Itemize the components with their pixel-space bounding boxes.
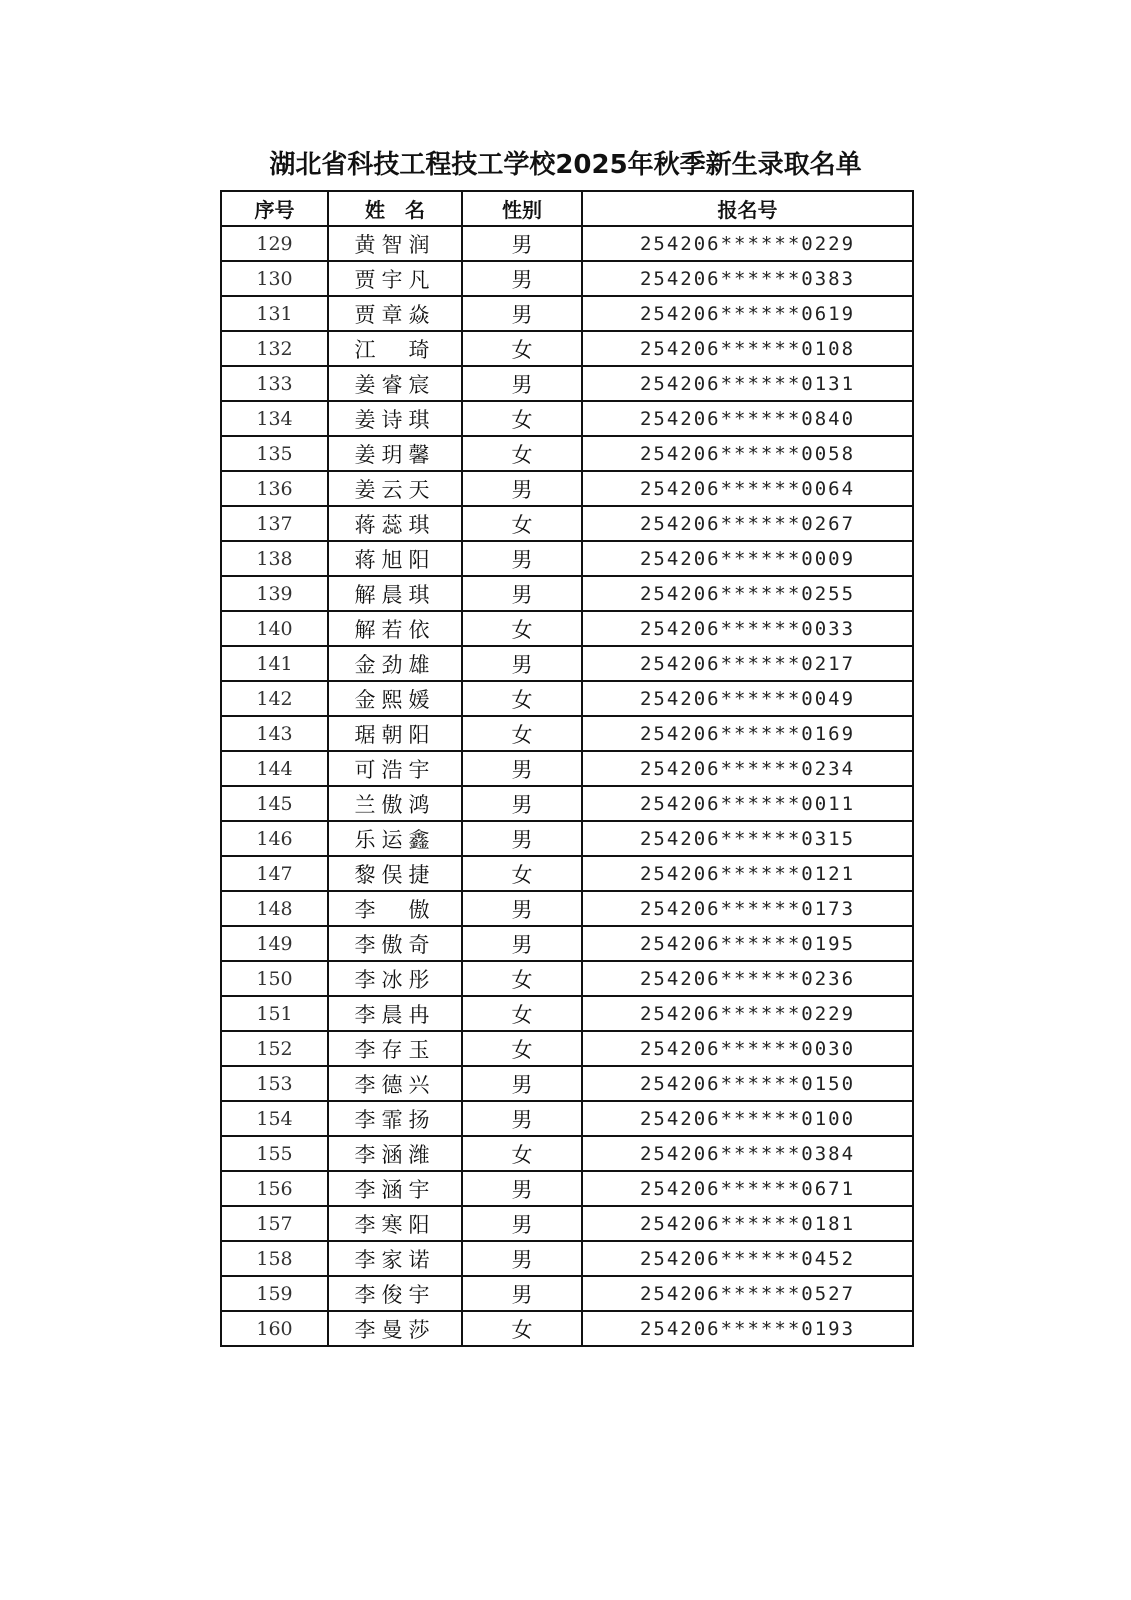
cell-name: 李寒阳	[328, 1206, 462, 1241]
table-row	[221, 821, 913, 856]
cell-seq: 132	[221, 331, 328, 366]
cell-name: 姜云天	[328, 471, 462, 506]
cell-name: 贾宇凡	[328, 261, 462, 296]
table-row	[221, 296, 913, 331]
cell-seq: 139	[221, 576, 328, 611]
cell-name: 兰傲鸿	[328, 786, 462, 821]
cell-gender: 男	[462, 821, 582, 856]
cell-reg-no: 254206******0671	[582, 1171, 913, 1206]
cell-name: 解晨琪	[328, 576, 462, 611]
table-row	[221, 541, 913, 576]
cell-reg-no: 254206******0383	[582, 261, 913, 296]
header-gender: 性别	[462, 191, 582, 226]
cell-name: 黎俣捷	[328, 856, 462, 891]
table-row	[221, 1311, 913, 1346]
cell-reg-no: 254206******0173	[582, 891, 913, 926]
cell-name: 可浩宇	[328, 751, 462, 786]
cell-gender: 女	[462, 1031, 582, 1066]
cell-gender: 男	[462, 296, 582, 331]
cell-gender: 女	[462, 611, 582, 646]
cell-name: 李傲奇	[328, 926, 462, 961]
table-row	[221, 1241, 913, 1276]
cell-gender: 女	[462, 681, 582, 716]
cell-seq: 136	[221, 471, 328, 506]
cell-gender: 男	[462, 1241, 582, 1276]
header-reg-no: 报名号	[582, 191, 913, 226]
cell-seq: 143	[221, 716, 328, 751]
cell-gender: 女	[462, 1136, 582, 1171]
cell-reg-no: 254206******0181	[582, 1206, 913, 1241]
cell-reg-no: 254206******0009	[582, 541, 913, 576]
table-row	[221, 436, 913, 471]
table-row	[221, 506, 913, 541]
cell-seq: 131	[221, 296, 328, 331]
cell-reg-no: 254206******0033	[582, 611, 913, 646]
cell-name: 金熙媛	[328, 681, 462, 716]
cell-reg-no: 254206******0255	[582, 576, 913, 611]
table-row	[221, 926, 913, 961]
cell-gender: 男	[462, 926, 582, 961]
cell-name: 江 琦	[328, 331, 462, 366]
cell-name: 蒋旭阳	[328, 541, 462, 576]
cell-seq: 156	[221, 1171, 328, 1206]
cell-reg-no: 254206******0217	[582, 646, 913, 681]
cell-name: 李涵宇	[328, 1171, 462, 1206]
cell-reg-no: 254206******0229	[582, 996, 913, 1031]
cell-reg-no: 254206******0229	[582, 226, 913, 261]
cell-name: 姜玥馨	[328, 436, 462, 471]
cell-reg-no: 254206******0108	[582, 331, 913, 366]
cell-gender: 男	[462, 261, 582, 296]
table-row	[221, 471, 913, 506]
cell-gender: 女	[462, 506, 582, 541]
table-row	[221, 1276, 913, 1311]
cell-reg-no: 254206******0315	[582, 821, 913, 856]
table-row	[221, 1171, 913, 1206]
cell-reg-no: 254206******0527	[582, 1276, 913, 1311]
cell-name: 李存玉	[328, 1031, 462, 1066]
cell-seq: 149	[221, 926, 328, 961]
table-row	[221, 611, 913, 646]
table-header-row	[221, 191, 913, 226]
table-row	[221, 576, 913, 611]
cell-name: 李涵潍	[328, 1136, 462, 1171]
cell-gender: 男	[462, 1171, 582, 1206]
cell-seq: 160	[221, 1311, 328, 1346]
cell-gender: 女	[462, 331, 582, 366]
cell-reg-no: 254206******0131	[582, 366, 913, 401]
cell-name: 姜睿宸	[328, 366, 462, 401]
cell-reg-no: 254206******0619	[582, 296, 913, 331]
cell-reg-no: 254206******0058	[582, 436, 913, 471]
cell-gender: 女	[462, 856, 582, 891]
cell-gender: 女	[462, 716, 582, 751]
cell-gender: 女	[462, 996, 582, 1031]
cell-seq: 153	[221, 1066, 328, 1101]
cell-gender: 男	[462, 891, 582, 926]
table-body	[221, 226, 913, 1346]
cell-gender: 女	[462, 436, 582, 471]
cell-gender: 男	[462, 366, 582, 401]
table-row	[221, 961, 913, 996]
cell-name: 琚朝阳	[328, 716, 462, 751]
cell-reg-no: 254206******0452	[582, 1241, 913, 1276]
cell-reg-no: 254206******0064	[582, 471, 913, 506]
cell-seq: 135	[221, 436, 328, 471]
cell-reg-no: 254206******0195	[582, 926, 913, 961]
cell-gender: 女	[462, 401, 582, 436]
cell-gender: 男	[462, 1206, 582, 1241]
cell-name: 蒋蕊琪	[328, 506, 462, 541]
header-seq: 序号	[221, 191, 328, 226]
table-row	[221, 1066, 913, 1101]
cell-gender: 男	[462, 541, 582, 576]
table-row	[221, 1101, 913, 1136]
cell-reg-no: 254206******0030	[582, 1031, 913, 1066]
cell-reg-no: 254206******0236	[582, 961, 913, 996]
cell-name: 李冰彤	[328, 961, 462, 996]
table-row	[221, 646, 913, 681]
table-row	[221, 1206, 913, 1241]
cell-reg-no: 254206******0234	[582, 751, 913, 786]
cell-gender: 男	[462, 1066, 582, 1101]
table-row	[221, 786, 913, 821]
cell-reg-no: 254206******0193	[582, 1311, 913, 1346]
cell-seq: 129	[221, 226, 328, 261]
cell-seq: 155	[221, 1136, 328, 1171]
cell-gender: 男	[462, 471, 582, 506]
cell-reg-no: 254206******0011	[582, 786, 913, 821]
cell-gender: 男	[462, 751, 582, 786]
cell-name: 李德兴	[328, 1066, 462, 1101]
cell-reg-no: 254206******0049	[582, 681, 913, 716]
cell-seq: 151	[221, 996, 328, 1031]
table-row	[221, 751, 913, 786]
cell-seq: 130	[221, 261, 328, 296]
table-row	[221, 1031, 913, 1066]
cell-name: 李俊宇	[328, 1276, 462, 1311]
cell-gender: 男	[462, 576, 582, 611]
cell-reg-no: 254206******0384	[582, 1136, 913, 1171]
cell-gender: 男	[462, 226, 582, 261]
cell-seq: 150	[221, 961, 328, 996]
cell-reg-no: 254206******0121	[582, 856, 913, 891]
cell-seq: 137	[221, 506, 328, 541]
cell-reg-no: 254206******0169	[582, 716, 913, 751]
table-row	[221, 1136, 913, 1171]
cell-seq: 154	[221, 1101, 328, 1136]
cell-gender: 男	[462, 1101, 582, 1136]
cell-name: 乐运鑫	[328, 821, 462, 856]
cell-seq: 147	[221, 856, 328, 891]
cell-seq: 144	[221, 751, 328, 786]
table-row	[221, 996, 913, 1031]
cell-gender: 男	[462, 786, 582, 821]
cell-seq: 152	[221, 1031, 328, 1066]
cell-reg-no: 254206******0267	[582, 506, 913, 541]
cell-gender: 男	[462, 646, 582, 681]
cell-seq: 141	[221, 646, 328, 681]
cell-seq: 134	[221, 401, 328, 436]
cell-reg-no: 254206******0840	[582, 401, 913, 436]
cell-seq: 138	[221, 541, 328, 576]
cell-name: 金劲雄	[328, 646, 462, 681]
cell-reg-no: 254206******0150	[582, 1066, 913, 1101]
cell-seq: 158	[221, 1241, 328, 1276]
table-row	[221, 891, 913, 926]
cell-name: 李家诺	[328, 1241, 462, 1276]
cell-gender: 女	[462, 961, 582, 996]
cell-name: 李曼莎	[328, 1311, 462, 1346]
cell-seq: 146	[221, 821, 328, 856]
cell-name: 贾章焱	[328, 296, 462, 331]
cell-name: 李霏扬	[328, 1101, 462, 1136]
cell-name: 黄智润	[328, 226, 462, 261]
cell-seq: 159	[221, 1276, 328, 1311]
table-row	[221, 856, 913, 891]
cell-name: 李晨冉	[328, 996, 462, 1031]
document-title: 湖北省科技工程技工学校2025年秋季新生录取名单	[269, 150, 862, 180]
cell-reg-no: 254206******0100	[582, 1101, 913, 1136]
cell-name: 解若依	[328, 611, 462, 646]
table-row	[221, 401, 913, 436]
header-name: 姓 名	[328, 191, 462, 226]
cell-seq: 148	[221, 891, 328, 926]
cell-seq: 145	[221, 786, 328, 821]
cell-seq: 140	[221, 611, 328, 646]
cell-name: 姜诗琪	[328, 401, 462, 436]
table-row	[221, 716, 913, 751]
cell-seq: 157	[221, 1206, 328, 1241]
cell-name: 李 傲	[328, 891, 462, 926]
table-row	[221, 226, 913, 261]
cell-gender: 女	[462, 1311, 582, 1346]
table-row	[221, 331, 913, 366]
table-row	[221, 261, 913, 296]
cell-seq: 142	[221, 681, 328, 716]
table-row	[221, 681, 913, 716]
table-row	[221, 366, 913, 401]
admission-table	[220, 190, 914, 1347]
cell-gender: 男	[462, 1276, 582, 1311]
cell-seq: 133	[221, 366, 328, 401]
